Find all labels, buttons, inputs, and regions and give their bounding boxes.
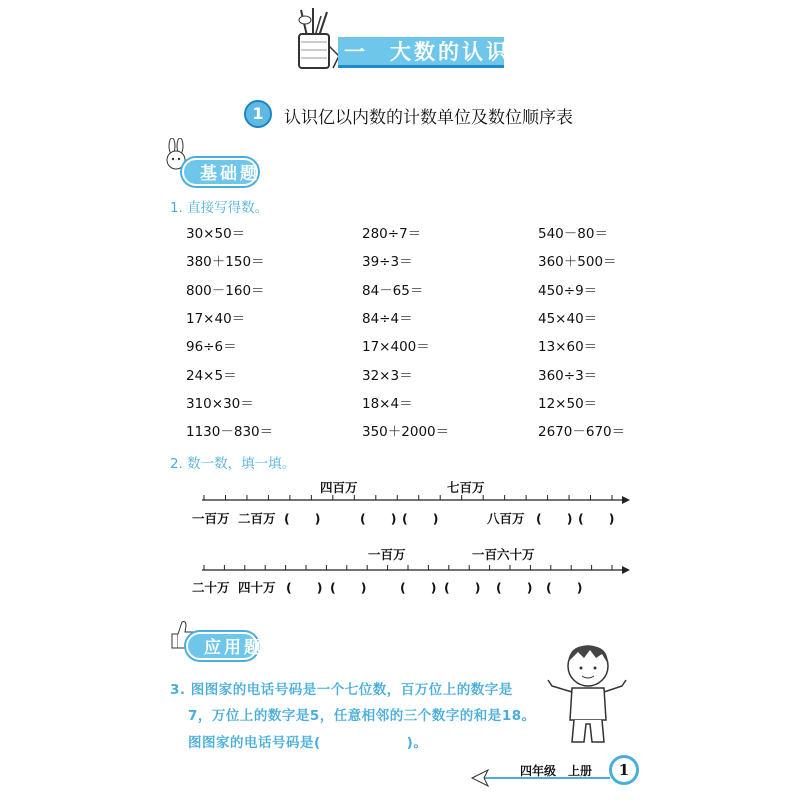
expression-c3-r8: 2670－670＝ — [538, 424, 626, 441]
line2-blank-4[interactable]: ( ) — [444, 580, 481, 595]
chapter-number: 一 — [344, 39, 368, 64]
expression-c1-r4: 17×40＝ — [186, 310, 246, 327]
expression-c1-r8: 1130－830＝ — [186, 424, 274, 441]
question-1-title: 1. 直接写得数。 — [170, 200, 269, 216]
pencil-cup-illustration — [285, 6, 343, 74]
question-2-title: 2. 数一数，填一填。 — [170, 456, 296, 472]
line1-blank-4[interactable]: ( ) — [536, 511, 573, 526]
line2-blank-2[interactable]: ( ) — [330, 580, 367, 595]
chapter-title — [338, 38, 510, 66]
line1-label-2: 二百万 — [238, 511, 276, 526]
line2-blank-1[interactable]: ( ) — [286, 580, 323, 595]
question-3-line-3 — [188, 731, 427, 751]
section-badge-applied: 应用题 — [186, 632, 258, 660]
line2-top-label-2: 一百六十万 — [472, 547, 535, 562]
expression-c1-r6: 24×5＝ — [186, 367, 237, 384]
line1-top-label-1: 四百万 — [320, 480, 358, 495]
expression-c1-r3: 800－160＝ — [186, 282, 265, 299]
expression-c3-r3: 450÷9＝ — [538, 282, 598, 299]
page-number: 1 — [609, 755, 639, 785]
expression-c2-r6: 32×3＝ — [362, 367, 413, 384]
expression-c3-r6: 360÷3＝ — [538, 367, 598, 384]
grade-label: 四年级 上册 — [520, 764, 593, 778]
expression-c1-r5: 96÷6＝ — [186, 339, 237, 356]
expression-c2-r1: 280÷7＝ — [362, 226, 422, 242]
line2-label-2: 四十万 — [238, 580, 276, 595]
chapter-name: 大数的认识 — [390, 39, 510, 64]
expression-c3-r7: 12×50＝ — [538, 395, 598, 412]
expression-c3-r5: 13×60＝ — [538, 339, 598, 356]
section-badge-basic: 基础题 — [182, 158, 258, 186]
line2-blank-6[interactable]: ( ) — [546, 580, 583, 595]
line1-label-1: 一百万 — [192, 511, 230, 526]
expression-c3-r2: 360＋500＝ — [538, 254, 617, 271]
expression-c1-r7: 310×30＝ — [186, 395, 254, 412]
line1-blank-1[interactable]: ( ) — [284, 511, 321, 526]
expression-c2-r7: 18×4＝ — [362, 395, 413, 412]
line1-blank-3[interactable]: ( ) — [402, 511, 439, 526]
q3-answer-suffix: )。 — [406, 735, 428, 751]
q3-text-a: 7，万位上的数字是 — [188, 708, 310, 724]
expression-c3-r4: 45×40＝ — [538, 310, 598, 327]
expression-c2-r2: 39÷3＝ — [362, 254, 413, 271]
lesson-title: 认识亿以内数的计数单位及数位顺序表 — [284, 108, 573, 128]
line1-top-label-2: 七百万 — [447, 480, 485, 495]
q3-answer-prefix: 图图家的电话号码是( — [188, 735, 321, 751]
line2-label-1: 二十万 — [192, 580, 230, 595]
question-3-line-1: 3. 图图家的电话号码是一个七位数，百万位上的数字是 — [170, 682, 513, 698]
line1-label-8: 八百万 — [487, 511, 525, 526]
expression-c2-r5: 17×400＝ — [362, 339, 430, 356]
expression-c1-r2: 380＋150＝ — [186, 254, 265, 271]
line2-blank-3[interactable]: ( ) — [400, 580, 437, 595]
line2-top-label-1: 一百万 — [368, 547, 406, 562]
line1-blank-5[interactable]: ( ) — [578, 511, 615, 526]
q3-text-b: 5，任意相邻的三个数字的和是 — [309, 708, 502, 724]
boy-illustration — [540, 640, 632, 750]
question-3-line-2 — [188, 704, 536, 724]
line2-blank-5[interactable]: ( ) — [496, 580, 533, 595]
expression-c2-r8: 350＋2000＝ — [362, 424, 450, 441]
expression-c2-r4: 84÷4＝ — [362, 310, 413, 327]
lesson-number: 1 — [244, 100, 272, 128]
expression-c2-r3: 84－65＝ — [362, 282, 424, 299]
q3-text-c: 18。 — [501, 708, 536, 724]
expression-c1-r1: 30×50＝ — [186, 226, 246, 242]
expression-c3-r1: 540－80＝ — [538, 226, 608, 242]
line1-blank-2[interactable]: ( ) — [360, 511, 397, 526]
